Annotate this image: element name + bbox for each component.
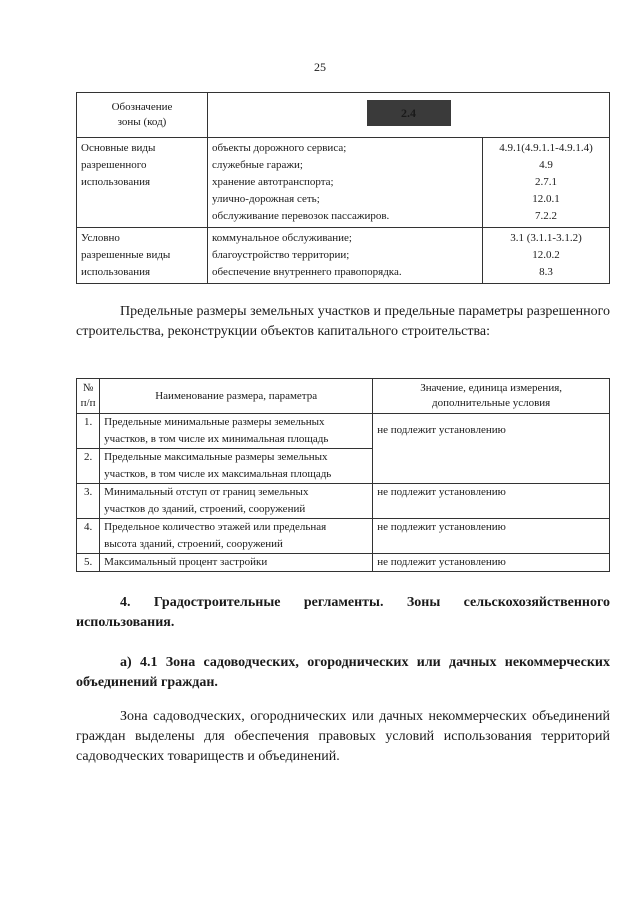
value-header bbox=[373, 379, 610, 414]
conditional-uses-title-line: использования bbox=[81, 266, 151, 278]
main-uses-title-line: использования bbox=[81, 176, 151, 188]
value-header-line: дополнительные условия bbox=[432, 397, 551, 409]
zone-description-paragraph: Зона садоводческих, огороднических или дачных некоммерческих объединений граждан выделены для обеспечения правовых условий использования территорий садоводческих товариществ и объединений. bbox=[76, 709, 610, 764]
use-name: благоустройство территории; bbox=[212, 249, 350, 261]
row-name-line: участков, в том числе их максимальная площадь bbox=[104, 468, 332, 480]
zone-label-line2: зоны (код) bbox=[117, 116, 167, 128]
subsection-heading: а) 4.1 Зона садоводческих, огороднических или дачных некоммерческих объединений граждан. bbox=[76, 655, 610, 690]
row-name bbox=[100, 449, 373, 484]
conditional-uses-row bbox=[77, 228, 610, 284]
row-name-line: участков до зданий, строений, сооружений bbox=[104, 503, 306, 515]
row-name: Максимальный процент застройки bbox=[100, 554, 373, 572]
row-value: не подлежит установлению bbox=[373, 519, 610, 554]
params-header-row bbox=[77, 379, 610, 414]
main-uses-title-line: Основные виды bbox=[81, 142, 156, 154]
main-uses-title-line: разрешенного bbox=[81, 159, 147, 171]
zone-uses-table bbox=[76, 92, 610, 284]
row-value: не подлежит установлению bbox=[373, 484, 610, 519]
table-row bbox=[77, 484, 610, 519]
table-row bbox=[77, 519, 610, 554]
use-code: 12.0.2 bbox=[532, 249, 560, 261]
zone-table-header-row bbox=[77, 93, 610, 138]
row-number: 2. bbox=[77, 449, 100, 484]
use-name: объекты дорожного сервиса; bbox=[212, 142, 347, 154]
row-number: 1. bbox=[77, 414, 100, 449]
row-name-line: участков, в том числе их минимальная площадь bbox=[104, 433, 329, 445]
conditional-uses-title bbox=[77, 228, 208, 284]
use-name: обеспечение внутреннего правопорядка. bbox=[212, 266, 402, 278]
value-header-line: Значение, единица измерения, bbox=[420, 382, 563, 394]
use-code: 4.9 bbox=[539, 159, 553, 171]
row-name bbox=[100, 519, 373, 554]
row-value bbox=[373, 414, 610, 484]
zone-label-line1: Обозначение bbox=[111, 101, 173, 113]
conditional-uses-codes bbox=[483, 228, 610, 284]
page-number: 25 bbox=[314, 60, 326, 74]
zone-code-cell bbox=[208, 93, 610, 138]
table-row bbox=[77, 554, 610, 572]
row-name bbox=[100, 484, 373, 519]
row-value: не подлежит установлению bbox=[373, 554, 610, 572]
use-code: 3.1 (3.1.1-3.1.2) bbox=[510, 232, 582, 244]
table-row bbox=[77, 414, 610, 449]
num-header bbox=[77, 379, 100, 414]
main-uses-codes bbox=[483, 138, 610, 228]
zone-code-badge: 2.4 bbox=[367, 100, 451, 126]
num-header-line: № bbox=[82, 382, 94, 394]
main-uses-names bbox=[208, 138, 483, 228]
row-name-line: Минимальный отступ от границ земельных bbox=[104, 486, 309, 498]
row-name-line: Предельные минимальные размеры земельных bbox=[104, 416, 325, 428]
use-name: обслуживание перевозок пассажиров. bbox=[212, 210, 390, 222]
name-header: Наименование размера, параметра bbox=[100, 379, 373, 414]
row-name-line: высота зданий, строений, сооружений bbox=[104, 538, 283, 550]
conditional-uses-title-line: разрешенные виды bbox=[81, 249, 171, 261]
main-uses-row bbox=[77, 138, 610, 228]
use-name: служебные гаражи; bbox=[212, 159, 303, 171]
use-code: 2.7.1 bbox=[535, 176, 557, 188]
use-code: 7.2.2 bbox=[535, 210, 557, 222]
use-code: 4.9.1(4.9.1.1-4.9.1.4) bbox=[499, 142, 593, 154]
row-name-line: Предельное количество этажей или предельная bbox=[104, 521, 327, 533]
row-number: 3. bbox=[77, 484, 100, 519]
use-code: 12.0.1 bbox=[532, 193, 560, 205]
conditional-uses-names bbox=[208, 228, 483, 284]
parameters-table bbox=[76, 378, 610, 572]
row-number: 5. bbox=[77, 554, 100, 572]
row-name bbox=[100, 414, 373, 449]
section-heading: 4. Градостроительные регламенты. Зоны сельскохозяйственного использования. bbox=[76, 595, 610, 630]
use-name: коммунальное обслуживание; bbox=[212, 232, 352, 244]
num-header-line: п/п bbox=[80, 397, 96, 409]
conditional-uses-title-line: Условно bbox=[81, 232, 120, 244]
use-code: 8.3 bbox=[539, 266, 553, 278]
limits-paragraph: Предельные размеры земельных участков и предельные параметры разрешенного строительства, реконструкции объектов капитального строительства: bbox=[76, 304, 610, 339]
row-number: 4. bbox=[77, 519, 100, 554]
zone-label-cell bbox=[77, 93, 208, 138]
main-uses-title bbox=[77, 138, 208, 228]
row-value-text: не подлежит установлению bbox=[377, 424, 506, 436]
use-name: хранение автотранспорта; bbox=[212, 176, 334, 188]
use-name: улично-дорожная сеть; bbox=[212, 193, 320, 205]
row-name-line: Предельные максимальные размеры земельных bbox=[104, 451, 328, 463]
